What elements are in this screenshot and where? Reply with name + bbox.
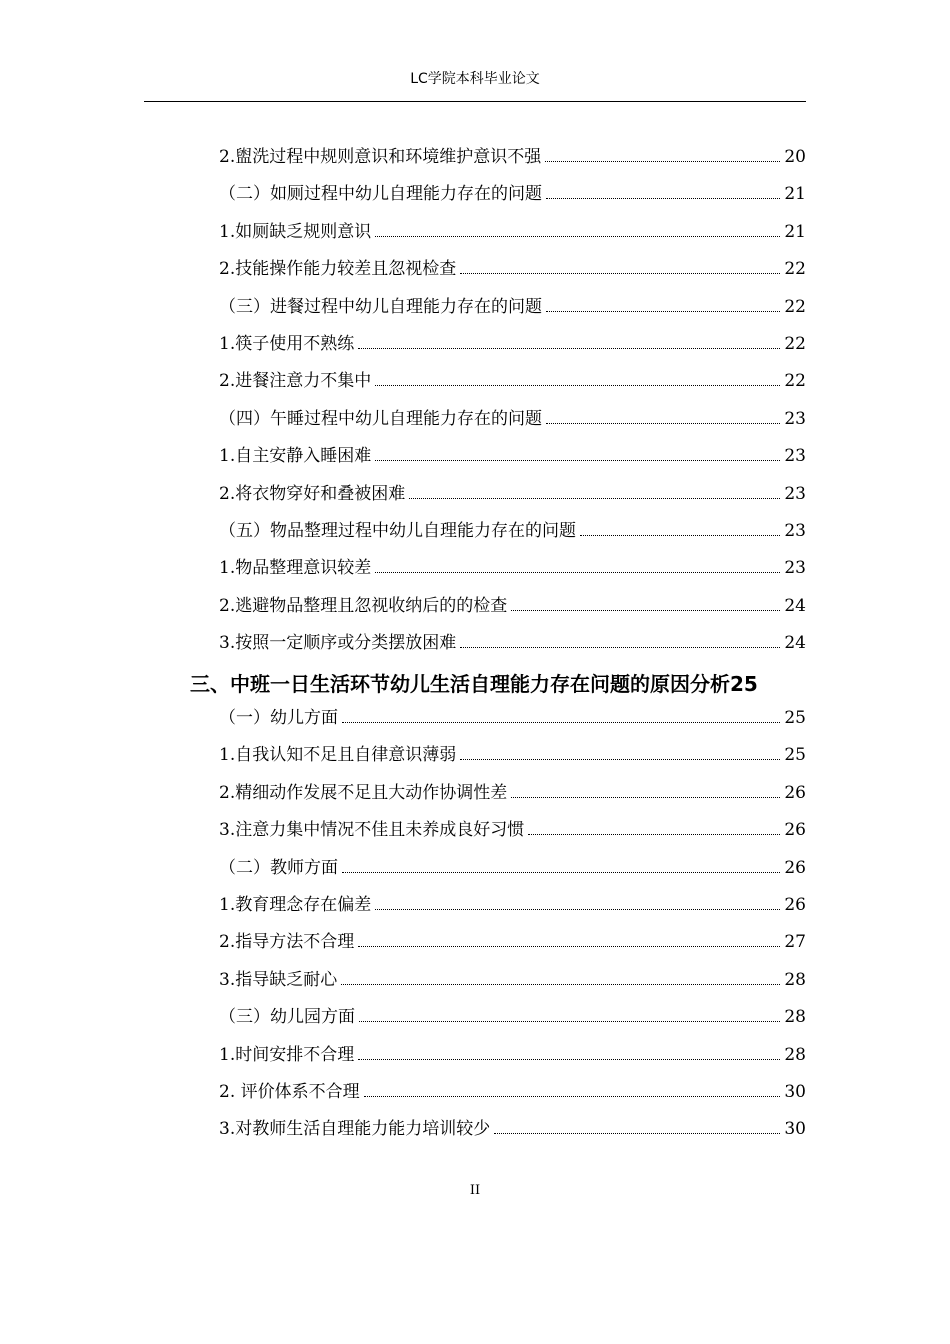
- toc-leader-dots: [342, 722, 780, 723]
- toc-entry-page: 23: [784, 408, 806, 429]
- toc-leader-dots: [494, 1133, 780, 1134]
- toc-entry-page: 26: [784, 782, 806, 803]
- toc-entry-page: 27: [784, 932, 806, 953]
- toc-entry-page: 30: [784, 1082, 806, 1102]
- toc-entry-title: 3.对教师生活自理能力能力培训较少: [219, 1119, 491, 1140]
- toc-leader-dots: [511, 797, 780, 798]
- toc-leader-dots: [460, 759, 780, 760]
- toc-leader-dots: [375, 236, 780, 237]
- toc-entry-title: 3.指导缺乏耐心: [219, 969, 338, 990]
- toc-entry[interactable]: [0, 655, 950, 695]
- toc-entry[interactable]: [0, 355, 950, 392]
- toc-entry-title: 1.如厕缺乏规则意识: [219, 221, 372, 242]
- toc-entry[interactable]: [0, 916, 950, 953]
- toc-entry-title: 三、中班一日生活环节幼儿生活自理能力存在问题的原因分析: [190, 671, 730, 696]
- toc-entry-page: 22: [784, 334, 806, 354]
- toc-entry-title: 2.指导方法不合理: [219, 932, 355, 953]
- toc-leader-dots: [341, 984, 780, 985]
- page-header-title: LC学院本科毕业论文: [410, 71, 540, 87]
- toc-leader-dots: [375, 909, 780, 910]
- toc-entry[interactable]: [0, 767, 950, 804]
- toc-entry[interactable]: [0, 542, 950, 579]
- toc-leader-dots: [358, 946, 780, 947]
- toc-leader-dots: [364, 1096, 780, 1097]
- toc-entry-title: 2.盥洗过程中规则意识和环境维护意识不强: [219, 147, 542, 167]
- toc-entry[interactable]: [0, 1029, 950, 1066]
- toc-leader-dots: [375, 572, 780, 573]
- toc-entry[interactable]: [0, 879, 950, 916]
- toc-entry[interactable]: [0, 243, 950, 280]
- toc-entry-title: 1.物品整理意识较差: [219, 558, 372, 579]
- toc-entry[interactable]: [0, 804, 950, 841]
- toc-entry[interactable]: [0, 468, 950, 505]
- toc-entry-page: 25: [730, 671, 758, 696]
- toc-entry[interactable]: [0, 991, 950, 1028]
- toc-entry[interactable]: [0, 281, 950, 318]
- toc-entry-page: 20: [784, 147, 806, 167]
- toc-leader-dots: [545, 161, 780, 162]
- toc-entry-page: 28: [784, 1007, 806, 1028]
- toc-entry-title: 1.自我认知不足且自律意识薄弱: [219, 745, 457, 766]
- toc-entry-title: （一）幼儿方面: [219, 708, 338, 728]
- toc-entry-title: 1.自主安静入睡困难: [219, 446, 372, 467]
- toc-entry[interactable]: [0, 206, 950, 243]
- header-divider: [144, 101, 806, 102]
- toc-entry-title: 2. 评价体系不合理: [219, 1082, 360, 1102]
- toc-leader-dots: [546, 198, 780, 199]
- toc-leader-dots: [546, 311, 780, 312]
- toc-entry-title: （二）教师方面: [219, 857, 338, 878]
- toc-leader-dots: [409, 498, 780, 499]
- toc-entry[interactable]: [0, 729, 950, 766]
- toc-entry-page: 25: [784, 708, 806, 728]
- toc-entry-title: 1.筷子使用不熟练: [219, 334, 355, 354]
- toc-leader-dots: [460, 647, 780, 648]
- toc-leader-dots: [528, 834, 780, 835]
- toc-entry-page: 23: [784, 483, 806, 504]
- toc-entry-page: 22: [784, 296, 806, 317]
- toc-entry-page: 28: [784, 1044, 806, 1065]
- toc-entry-page: 21: [784, 221, 806, 242]
- toc-leader-dots: [342, 872, 780, 873]
- toc-entry-page: 22: [784, 259, 806, 280]
- toc-leader-dots: [375, 385, 780, 386]
- toc-entry[interactable]: [0, 842, 950, 879]
- toc-entry[interactable]: [0, 505, 950, 542]
- toc-leader-dots: [359, 1021, 780, 1022]
- toc-entry[interactable]: [0, 617, 950, 654]
- toc-entry-page: 28: [784, 969, 806, 990]
- toc-entry[interactable]: [0, 1066, 950, 1103]
- toc-entry-title: 2.进餐注意力不集中: [219, 371, 372, 392]
- toc-entry-page: 24: [784, 595, 806, 616]
- toc-entry-page: 26: [784, 820, 806, 841]
- toc-entry-page: 26: [784, 857, 806, 878]
- toc-leader-dots: [546, 423, 780, 424]
- toc-entry-page: 23: [784, 558, 806, 579]
- toc-entry-title: （二）如厕过程中幼儿自理能力存在的问题: [219, 184, 542, 205]
- toc-entry[interactable]: [0, 692, 950, 729]
- toc-entry[interactable]: [0, 430, 950, 467]
- toc-entry-page: 23: [784, 521, 806, 541]
- toc-entry[interactable]: [0, 168, 950, 205]
- toc-leader-dots: [358, 1059, 780, 1060]
- toc-entry-title: （三）进餐过程中幼儿自理能力存在的问题: [219, 296, 542, 317]
- toc-entry-title: 1.时间安排不合理: [219, 1044, 355, 1065]
- toc-entry-title: （四）午睡过程中幼儿自理能力存在的问题: [219, 408, 542, 429]
- toc-entry-title: （五）物品整理过程中幼儿自理能力存在的问题: [219, 521, 576, 541]
- toc-leader-dots: [580, 535, 780, 536]
- toc-entry[interactable]: [0, 393, 950, 430]
- toc-entry[interactable]: [0, 131, 950, 168]
- toc-entry-page: 23: [784, 446, 806, 467]
- toc-entry-title: 2.逃避物品整理且忽视收纳后的的检查: [219, 595, 508, 616]
- toc-leader-dots: [358, 348, 780, 349]
- toc-entry-page: 25: [784, 745, 806, 766]
- toc-entry-title: （三）幼儿园方面: [219, 1007, 355, 1028]
- page-number: II: [469, 1183, 481, 1198]
- toc-entry[interactable]: [0, 318, 950, 355]
- toc-entry-title: 1.教育理念存在偏差: [219, 895, 372, 915]
- toc-entry[interactable]: [0, 954, 950, 991]
- toc-entry-title: 3.按照一定顺序或分类摆放困难: [219, 633, 457, 654]
- toc-entry[interactable]: [0, 580, 950, 617]
- toc-entry-title: 2.将衣物穿好和叠被困难: [219, 483, 406, 504]
- toc-leader-dots: [460, 273, 780, 274]
- toc-entry-title: 2.技能操作能力较差且忽视检查: [219, 259, 457, 280]
- toc-entry-page: 21: [784, 184, 806, 205]
- toc-entry-title: 3.注意力集中情况不佳且未养成良好习惯: [219, 820, 525, 841]
- toc-leader-dots: [375, 460, 780, 461]
- toc-entry-page: 30: [784, 1119, 806, 1140]
- toc-leader-dots: [511, 610, 780, 611]
- toc-entry[interactable]: [0, 1103, 950, 1140]
- toc-entry-page: 26: [784, 895, 806, 915]
- toc-entry-title: 2.精细动作发展不足且大动作协调性差: [219, 782, 508, 803]
- toc-entry-page: 22: [784, 371, 806, 392]
- toc-entry-page: 24: [784, 633, 806, 654]
